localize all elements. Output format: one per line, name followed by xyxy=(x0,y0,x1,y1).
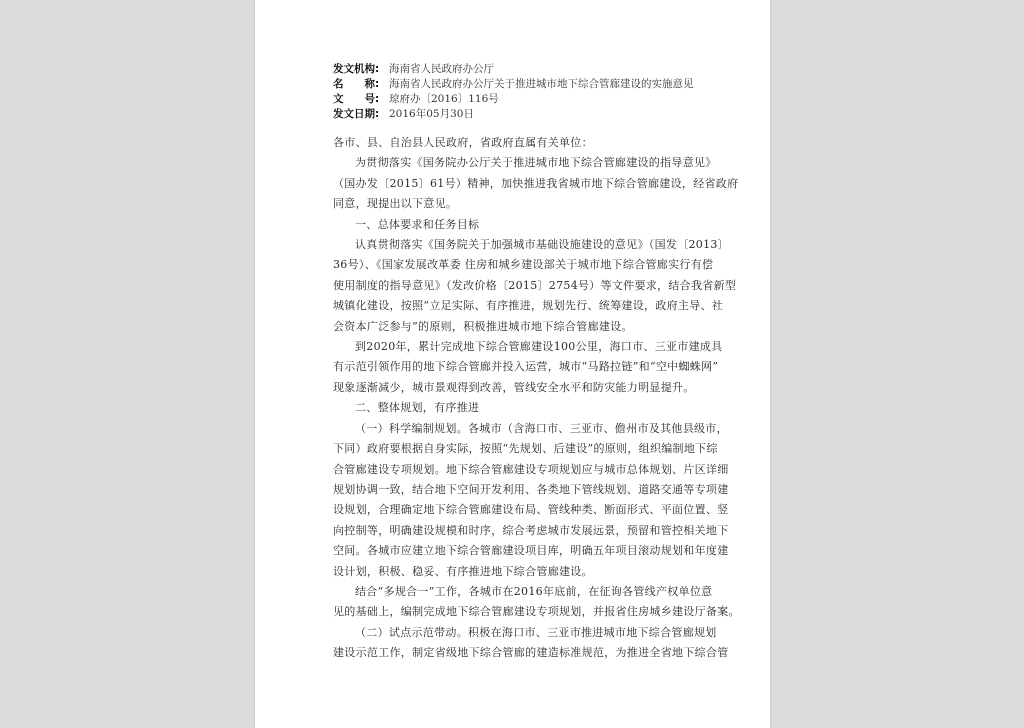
body-line: 下同）政府要根据自身实际，按照“先规划、后建设”的原则，组织编制地下综 xyxy=(333,442,718,456)
issuer-label: 发文机构: xyxy=(333,63,380,75)
issuer-value: 海南省人民政府办公厅 xyxy=(389,63,494,75)
body-line: 空间。各城市应建立地下综合管廊建设项目库，明确五年项目滚动规划和年度建 xyxy=(333,544,729,558)
body-line: 现象逐渐减少，城市景观得到改善，管线安全水平和防灾能力明显提升。 xyxy=(333,380,695,394)
document-page xyxy=(255,0,770,728)
name-value: 海南省人民政府办公厅关于推进城市地下综合管廊建设的实施意见 xyxy=(389,78,694,90)
body-line: 36号）、《国家发展改革委 住房和城乡建设部关于城市地下综合管廊实行有偿 xyxy=(333,258,714,272)
body-line: 设计划，积极、稳妥、有序推进地下综合管廊建设。 xyxy=(333,564,593,578)
body-line: 见的基础上，编制完成地下综合管廊建设专项规划，并报省住房城乡建设厅备案。 xyxy=(333,605,740,619)
body-line: 有示范引领作用的地下综合管廊并投入运营，城市“马路拉链”和“空中蜘蛛网” xyxy=(333,360,719,374)
body-line: （国办发〔2015〕61号）精神，加快推进我省城市地下综合管廊建设，经省政府 xyxy=(333,176,739,190)
body-line: 使用制度的指导意见》（发改价格〔2015〕2754号）等文件要求，结合我省新型 xyxy=(333,278,737,292)
body-line: 同意，现提出以下意见。 xyxy=(333,197,458,211)
date-row xyxy=(333,107,753,122)
docno-row xyxy=(333,92,753,107)
date-label: 发文日期: xyxy=(333,108,380,120)
date-value: 2016年05月30日 xyxy=(389,108,474,120)
body-line: 合管廊建设专项规划。地下综合管廊建设专项规划应与城市总体规划、片区详细 xyxy=(333,462,729,476)
issuer-row xyxy=(333,62,753,77)
body-line: 为贯彻落实《国务院办公厅关于推进城市地下综合管廊建设的指导意见》 xyxy=(355,156,717,170)
document-body xyxy=(333,133,740,664)
name-row xyxy=(333,77,753,92)
body-line: 建设示范工作，制定省级地下综合管廊的建造标准规范，为推进全省地下综合管 xyxy=(333,646,729,660)
body-line: 到2020年，累计完成地下综合管廊建设100公里，海口市、三亚市建成具 xyxy=(355,340,723,354)
section-heading: 二、整体规划，有序推进 xyxy=(355,401,480,415)
docno-value: 琼府办〔2016〕116号 xyxy=(389,93,499,105)
body-line: 城镇化建设，按照“立足实际、有序推进，规划先行、统筹建设，政府主导、社 xyxy=(333,299,724,313)
section-heading: 一、总体要求和任务目标 xyxy=(355,217,480,231)
docno-label: 文 号: xyxy=(333,93,380,105)
body-line: 设规划，合理确定地下综合管廊建设布局、管线种类、断面形式、平面位置、竖 xyxy=(333,503,729,517)
name-label: 名 称: xyxy=(333,78,380,90)
document-metadata xyxy=(333,62,753,122)
body-line: 向控制等，明确建设规模和时序，综合考虑城市发展远景，预留和管控相关地下 xyxy=(333,523,729,537)
body-line: 结合“多规合一”工作，各城市在2016年底前，在征询各管线产权单位意 xyxy=(355,584,713,598)
body-line: 会资本广泛参与”的原则，积极推进城市地下综合管廊建设。 xyxy=(333,319,633,333)
body-line: 规划协调一致，结合地下空间开发利用、各类地下管线规划、道路交通等专项建 xyxy=(333,482,729,496)
body-line: （二）试点示范带动。积极在海口市、三亚市推进城市地下综合管廊规划 xyxy=(355,625,717,639)
body-line: （一）科学编制规划。各城市（含海口市、三亚市、儋州市及其他县级市， xyxy=(355,421,728,435)
salutation: 各市、县、自治县人民政府，省政府直属有关单位： xyxy=(333,136,593,149)
body-line: 认真贯彻落实《国务院关于加强城市基础设施建设的意见》（国发〔2013〕 xyxy=(355,238,729,252)
